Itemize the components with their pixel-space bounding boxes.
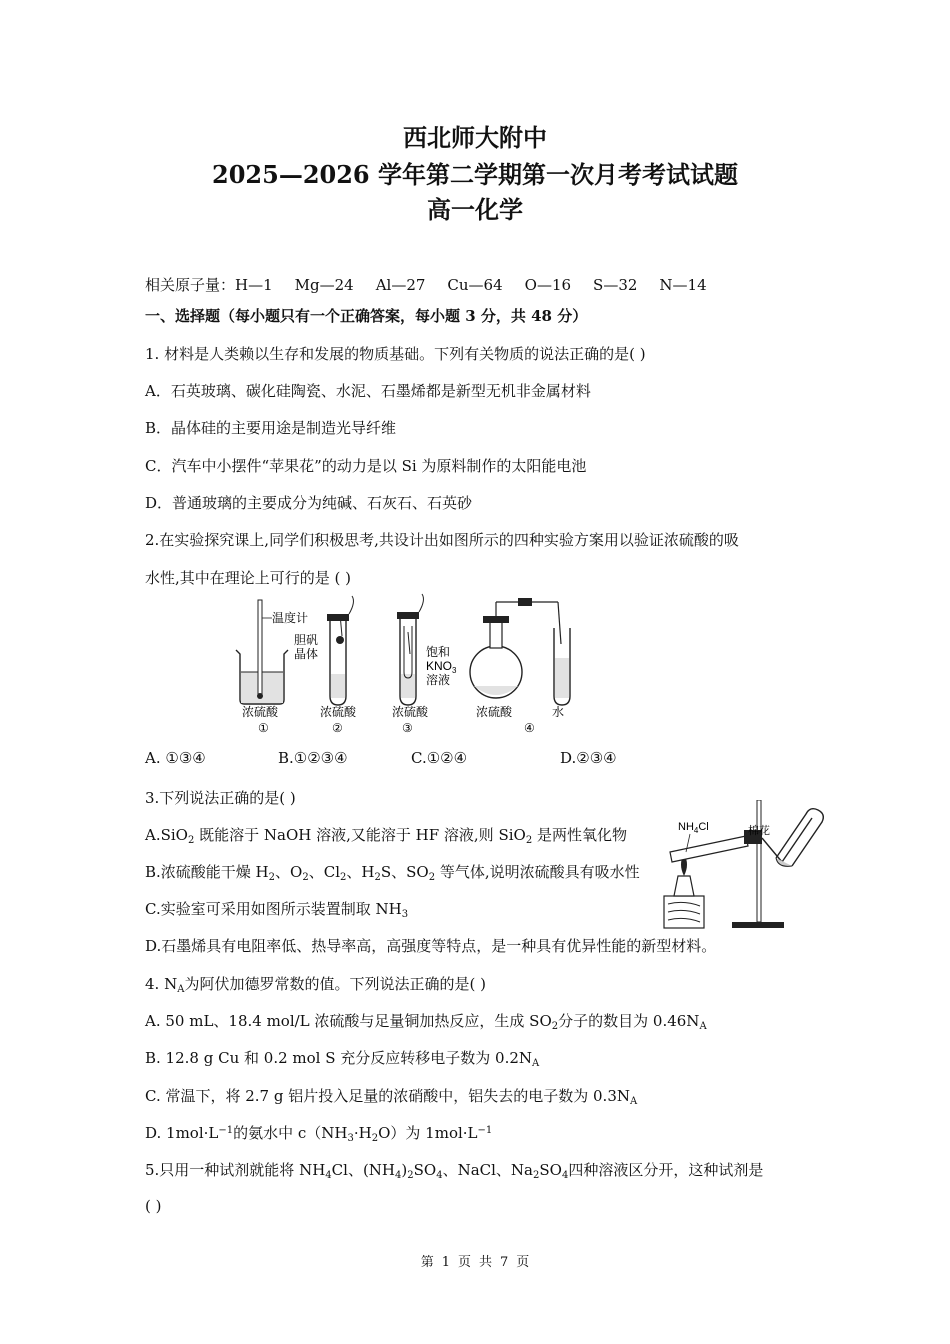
label-num-1: ①	[258, 721, 269, 735]
q1-option-a: A．石英玻璃、碳化硅陶瓷、水泥、石墨烯都是新型无机非金属材料	[145, 382, 591, 400]
label-acid-1: 浓硫酸	[242, 705, 279, 719]
atom-n: N—14	[659, 276, 707, 294]
page-footer: 第 1 页 共 7 页	[420, 1255, 530, 1270]
label-num-4: ④	[524, 721, 535, 735]
label-water: 水	[552, 705, 565, 719]
q2-option-d: D.②③④	[560, 749, 617, 767]
label-acid-4: 浓硫酸	[476, 705, 513, 719]
q3-option-c: C.实验室可采用如图所示装置制取 $NH_3$	[145, 900, 409, 920]
label-kno3-1: 饱和	[426, 645, 451, 659]
q4-stem: 4. $N_A$为阿伏加德罗常数的值。下列说法正确的是( )	[145, 975, 486, 995]
subject-title: 高一化学	[427, 195, 523, 224]
q2-stem-line2: 水性,其中在理论上可行的是 ( )	[145, 569, 352, 587]
q4-option-b: B. 12.8 g Cu 和 0.2 mol S 充分反应转移电子数为 $0.2N_A$	[145, 1049, 540, 1069]
q2-stem-line1: 2.在实验探究课上,同学们积极思考,共设计出如图所示的四种实验方案用以验证浓硫酸的吸	[145, 531, 739, 549]
q3-option-a: A.SiO$_2$ 既能溶于 NaOH 溶液,又能溶于 HF 溶液,则 SiO$_2$ 是两性氧化物	[145, 826, 627, 846]
atom-mg: Mg—24	[294, 276, 354, 294]
atom-s: S—32	[593, 276, 638, 294]
exam-title: 2025—2026 学年第二学期第一次月考考试试题	[212, 160, 738, 189]
q1-stem: 1. 材料是人类赖以生存和发展的物质基础。下列有关物质的说法正确的是( )	[145, 345, 646, 363]
test-tube-kno3	[397, 594, 457, 705]
school-name: 西北师大附中	[403, 123, 547, 152]
q4-option-d: D. $1mol\cdot L^{-1}$的氨水中 $c(NH_3\cdot H_2O)$为 $1mol\cdot L^{-1}$	[145, 1124, 493, 1144]
label-acid-3: 浓硫酸	[392, 705, 429, 719]
page-number: 1	[441, 1255, 450, 1270]
atom-cu: Cu—64	[447, 276, 503, 294]
q4-option-a: A. 50 mL、18.4 mol/L 浓硫酸与足量铜加热反应，生成 $SO_2$分子的数目为 $0.46N_A$	[145, 1012, 707, 1032]
q1-option-d: D．普通玻璃的主要成分为纯碱、石灰石、石英砂	[145, 494, 473, 512]
atomic-masses	[145, 274, 729, 295]
atomic-masses-label: 相关原子量：	[145, 276, 236, 294]
q5-stem-line2: ( )	[145, 1197, 162, 1215]
label-kno3-3: 溶液	[426, 673, 451, 687]
label-alum-2: 晶体	[294, 647, 319, 661]
q5-stem: 5.只用一种试剂就能将 $NH_4Cl$、$(NH_4)_2SO_4$、NaCl、$Na_2SO_4$四种溶液区分开，这种试剂是	[145, 1161, 764, 1181]
q3-stem: 3.下列说法正确的是( )	[145, 789, 296, 807]
label-kno3-2: $KNO_3$	[426, 659, 457, 675]
q2-option-a: A. ①③④	[145, 749, 206, 767]
label-alum-1: 胆矾	[294, 633, 319, 647]
q3-nh3-apparatus	[660, 800, 830, 932]
label-acid-2: 浓硫酸	[320, 705, 357, 719]
q1-option-b: B．晶体硅的主要用途是制造光导纤维	[145, 419, 397, 437]
label-cotton: 棉花	[748, 825, 770, 837]
label-num-3: ③	[402, 721, 413, 735]
label-num-2: ②	[332, 721, 343, 735]
q3-option-d: D.石墨烯具有电阻率低、热导率高，高强度等特点，是一种具有优异性能的新型材料。	[145, 937, 717, 955]
q2-option-c: C.①②④	[411, 749, 468, 767]
page-total: 7	[500, 1255, 509, 1270]
q2-option-b: B.①②③④	[278, 749, 348, 767]
atom-h: H—1	[235, 276, 273, 294]
atom-o: O—16	[524, 276, 572, 294]
label-thermometer: 温度计	[272, 611, 309, 625]
q3-option-b: B.浓硫酸能干燥 $H_2$、$O_2$、$Cl_2$、$H_2S$、$SO_2$ 等气体,说明浓硫酸具有吸水性	[145, 863, 640, 883]
q2-apparatus-figure	[228, 592, 588, 742]
atom-al: Al—27	[375, 276, 426, 294]
label-nh4cl: $NH_4Cl$	[678, 821, 709, 835]
section-heading: 一、选择题（每小题只有一个正确答案，每小题 3 分，共 48 分）	[145, 307, 588, 325]
q4-option-c: C. 常温下，将 2.7 g 铝片投入足量的浓硝酸中，铝失去的电子数为 $0.3N_A$	[145, 1087, 638, 1107]
q1-option-c: C．汽车中小摆件“苹果花”的动力是以 Si 为原料制作的太阳能电池	[145, 457, 587, 475]
flask-apparatus	[470, 598, 570, 705]
